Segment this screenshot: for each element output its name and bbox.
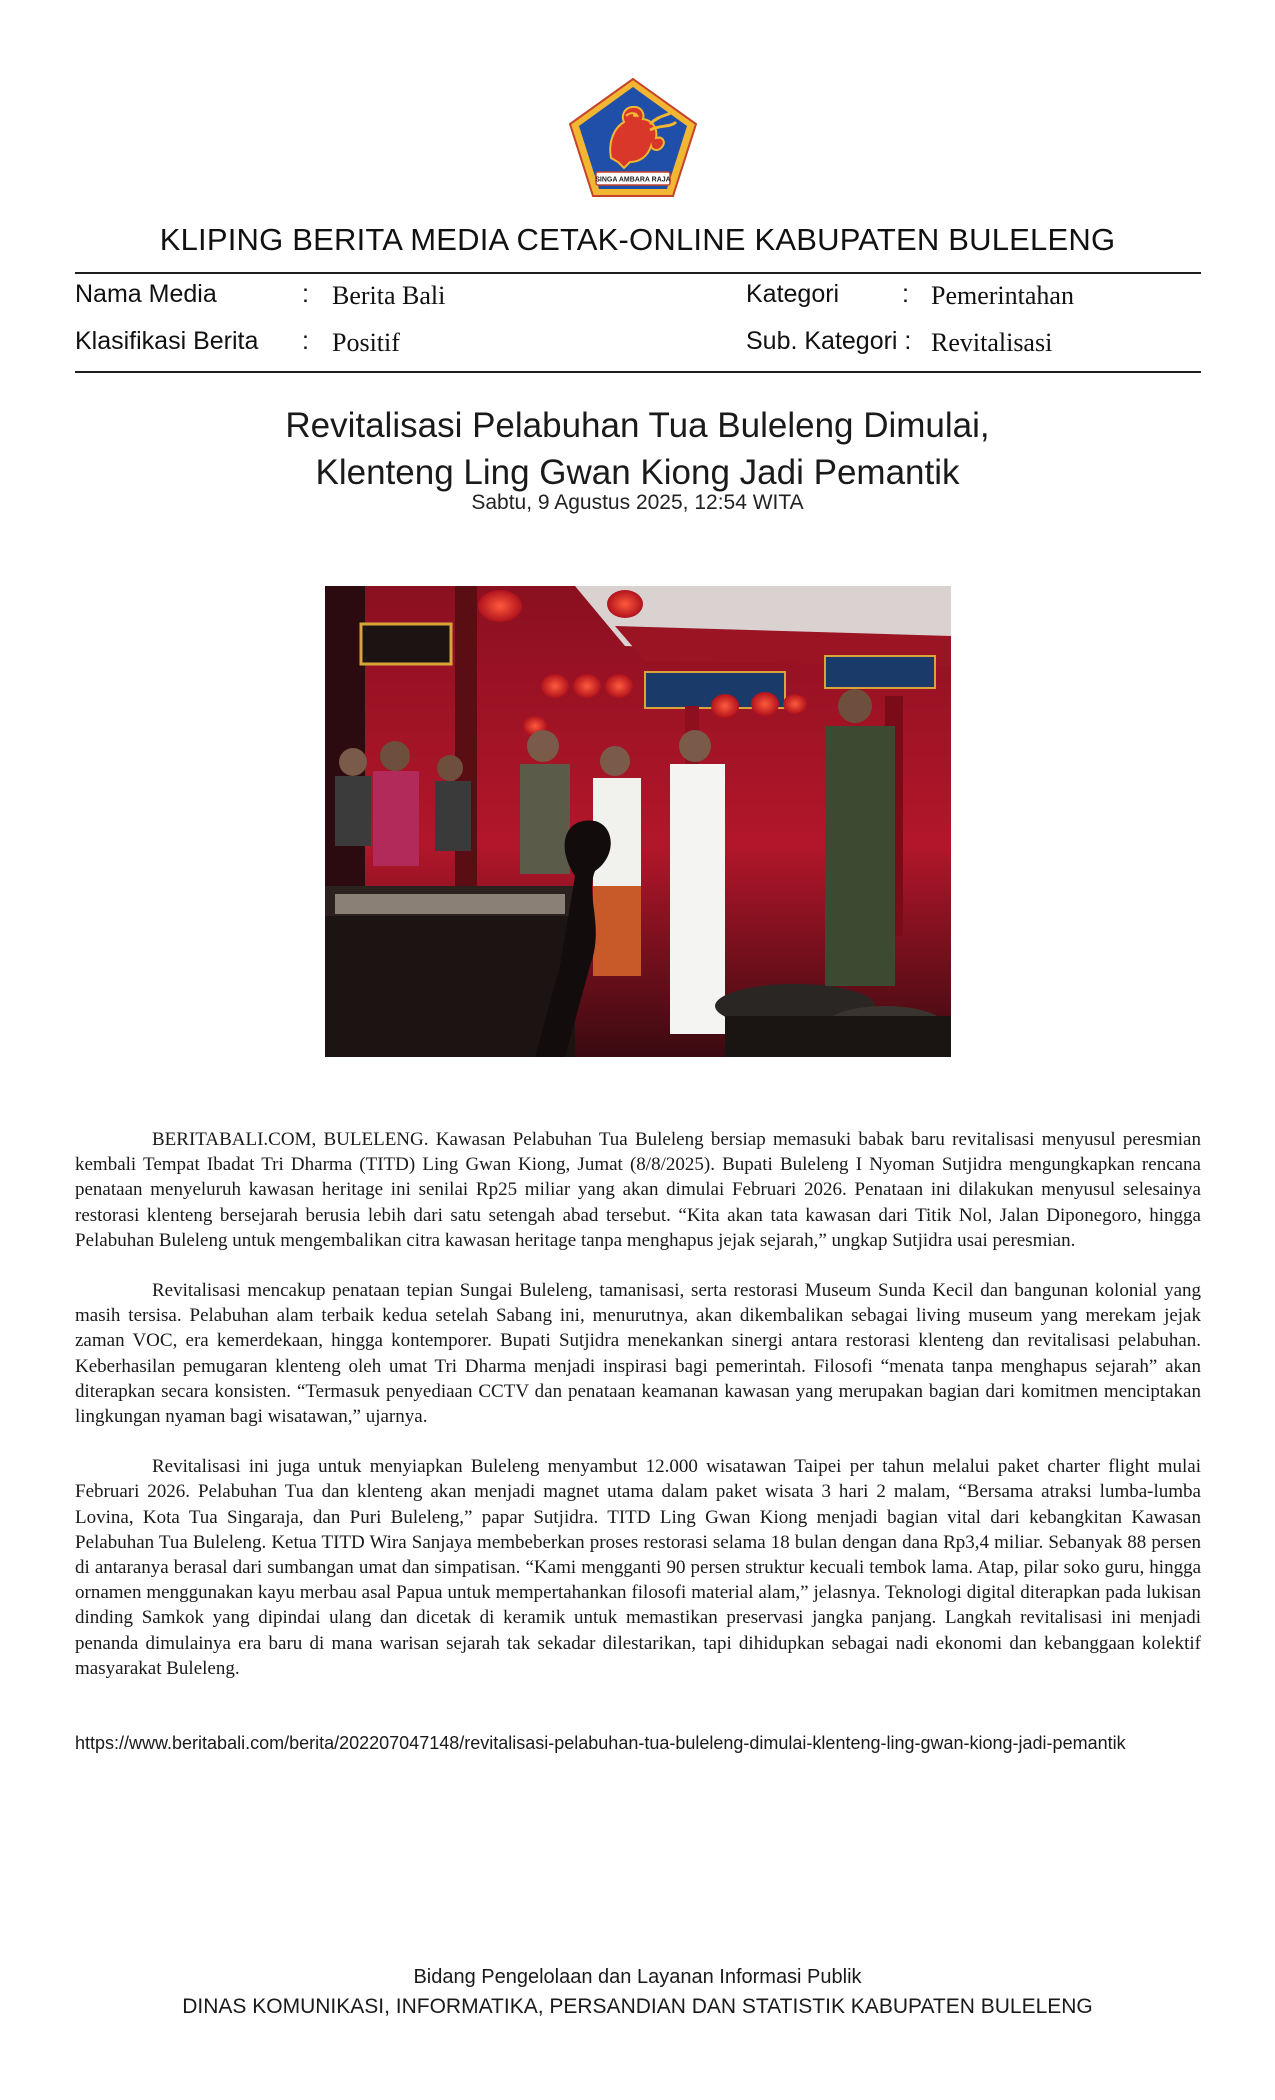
footer-agency-name: DINAS KOMUNIKASI, INFORMATIKA, PERSANDIAN DAN STATISTIK KABUPATEN BULELENG: [182, 1995, 1093, 2018]
klasifikasi-value: Positif: [332, 328, 400, 357]
subkategori-label: Sub. Kategori :: [746, 327, 912, 355]
kategori-colon: :: [902, 280, 909, 308]
kategori-label: Kategori: [746, 280, 840, 308]
emblem-graphic: [566, 76, 700, 200]
source-url-link[interactable]: https://www.beritabali.com/berita/202207047148/revitalisasi-pelabuhan-tua-buleleng-dimulai-klenteng-ling-gwan-kiong-jadi-pemantik: [75, 1733, 1126, 1753]
document-title: KLIPING BERITA MEDIA CETAK-ONLINE KABUPATEN BULELENG: [159, 222, 1116, 257]
article-headline: [0, 402, 1275, 496]
subkategori-value: Revitalisasi: [931, 328, 1053, 357]
emblem-motto-text: SINGA AMBARA RAJA: [595, 176, 671, 184]
article-body: [75, 1127, 1201, 1706]
footer-division-name: Bidang Pengelolaan dan Layanan Informasi Publik: [413, 1966, 862, 1988]
regency-emblem-logo: [566, 76, 700, 200]
media-colon: :: [302, 280, 309, 308]
temple-ceremony-photo: [325, 586, 951, 1057]
headline-line-1: Revitalisasi Pelabuhan Tua Buleleng Dimulai,: [285, 406, 990, 445]
kategori-value: Pemerintahan: [931, 281, 1074, 310]
article-paragraph-3: Revitalisasi ini juga untuk menyiapkan Buleleng menyambut 12.000 wisatawan Taipei per tahun melalui paket charter flight mulai Februari 2026. Pelabuhan Tua dan klenteng akan menjadi magnet utama dalam paket wisata 3 hari 2 malam, “Bersama atraksi lumba-lumba Lovina, Kota Tua Singaraja, dan Puri Buleleng,” papar Sutjidra. TITD Ling Gwan Kiong menjadi bagian vital dari kebangkitan Kawasan Pelabuhan Tua Buleleng. Ketua TITD Wira Sanjaya membeberkan proses restorasi selama 18 bulan dengan dana Rp3,4 miliar. Sebanyak 88 persen di antaranya berasal dari sumbangan umat dan simpatisan. “Kami mengganti 90 persen struktur kecuali tembok lama. Atap, pilar soko guru, hingga ornamen menggunakan kayu merbau asal Papua untuk mempertahankan filosofi material alam,” jelasnya. Teknologi digital diterapkan pada lukisan dinding Samkok yang dipindai ulang dan dicetak di keramik untuk memastikan preservasi jangka panjang. Langkah revitalisasi ini menjadi penanda dimulainya era baru di mana warisan sejarah tak sekadar dilestarikan, tapi dihidupkan sebagai nadi ekonomi dan kebanggaan kolektif masyarakat Buleleng.: [75, 1456, 1201, 1679]
article-paragraph-1: BERITABALI.COM, BULELENG. Kawasan Pelabuhan Tua Buleleng bersiap memasuki babak baru revitalisasi menyusul peresmian kembali Tempat Ibadat Tri Dharma (TITD) Ling Gwan Kiong, Jumat (8/8/2025). Bupati Buleleng I Nyoman Sutjidra mengungkapkan rencana penataan menyeluruh kawasan heritage ini senilai Rp25 miliar yang akan dimulai Februari 2026. Penataan ini dilakukan menyusul selesainya restorasi klenteng bersejarah berusia lebih dari satu setengah abad tersebut. “Kita akan tata kawasan dari Titik Nol, Jalan Diponegoro, hingga Pelabuhan Buleleng untuk mengembalikan citra kawasan heritage tanpa menghapus jejak sejarah,” ungkap Sutjidra usai peresmian.: [75, 1129, 1201, 1251]
klasifikasi-label: Klasifikasi Berita: [75, 327, 259, 355]
article-paragraph-2: Revitalisasi mencakup penataan tepian Sungai Buleleng, tamanisasi, serta restorasi Museum Sunda Kecil dan bangunan kolonial yang masih tersisa. Pelabuhan alam terbaik kedua setelah Sabang ini, menurutnya, akan dikembalikan sebagai living museum yang merekam jejak zaman VOC, era kemerdekaan, hingga kontemporer. Bupati Sutjidra menekankan sinergi antara restorasi klenteng dan revitalisasi pelabuhan. Keberhasilan pemugaran klenteng oleh umat Tri Dharma menjadi inspirasi bagi pemerintah. Filosofi “menata tanpa menghapus sejarah” akan diterapkan secara konsisten. “Termasuk penyediaan CCTV dan penataan keamanan kawasan yang merupakan bagian dari komitmen menciptakan lingkungan nyaman bagi wisatawan,” ujarnya.: [75, 1280, 1201, 1428]
headline-line-2: Klenteng Ling Gwan Kiong Jadi Pemantik: [315, 453, 960, 492]
article-photo: [325, 586, 951, 1057]
header-divider-top: [75, 272, 1201, 274]
media-value: Berita Bali: [332, 281, 446, 310]
article-dateline: Sabtu, 9 Agustus 2025, 12:54 WITA: [471, 491, 804, 514]
klasifikasi-colon: :: [302, 327, 309, 355]
media-label: Nama Media: [75, 280, 217, 308]
footer: [0, 1962, 1275, 2022]
header-divider-bottom: [75, 371, 1201, 373]
